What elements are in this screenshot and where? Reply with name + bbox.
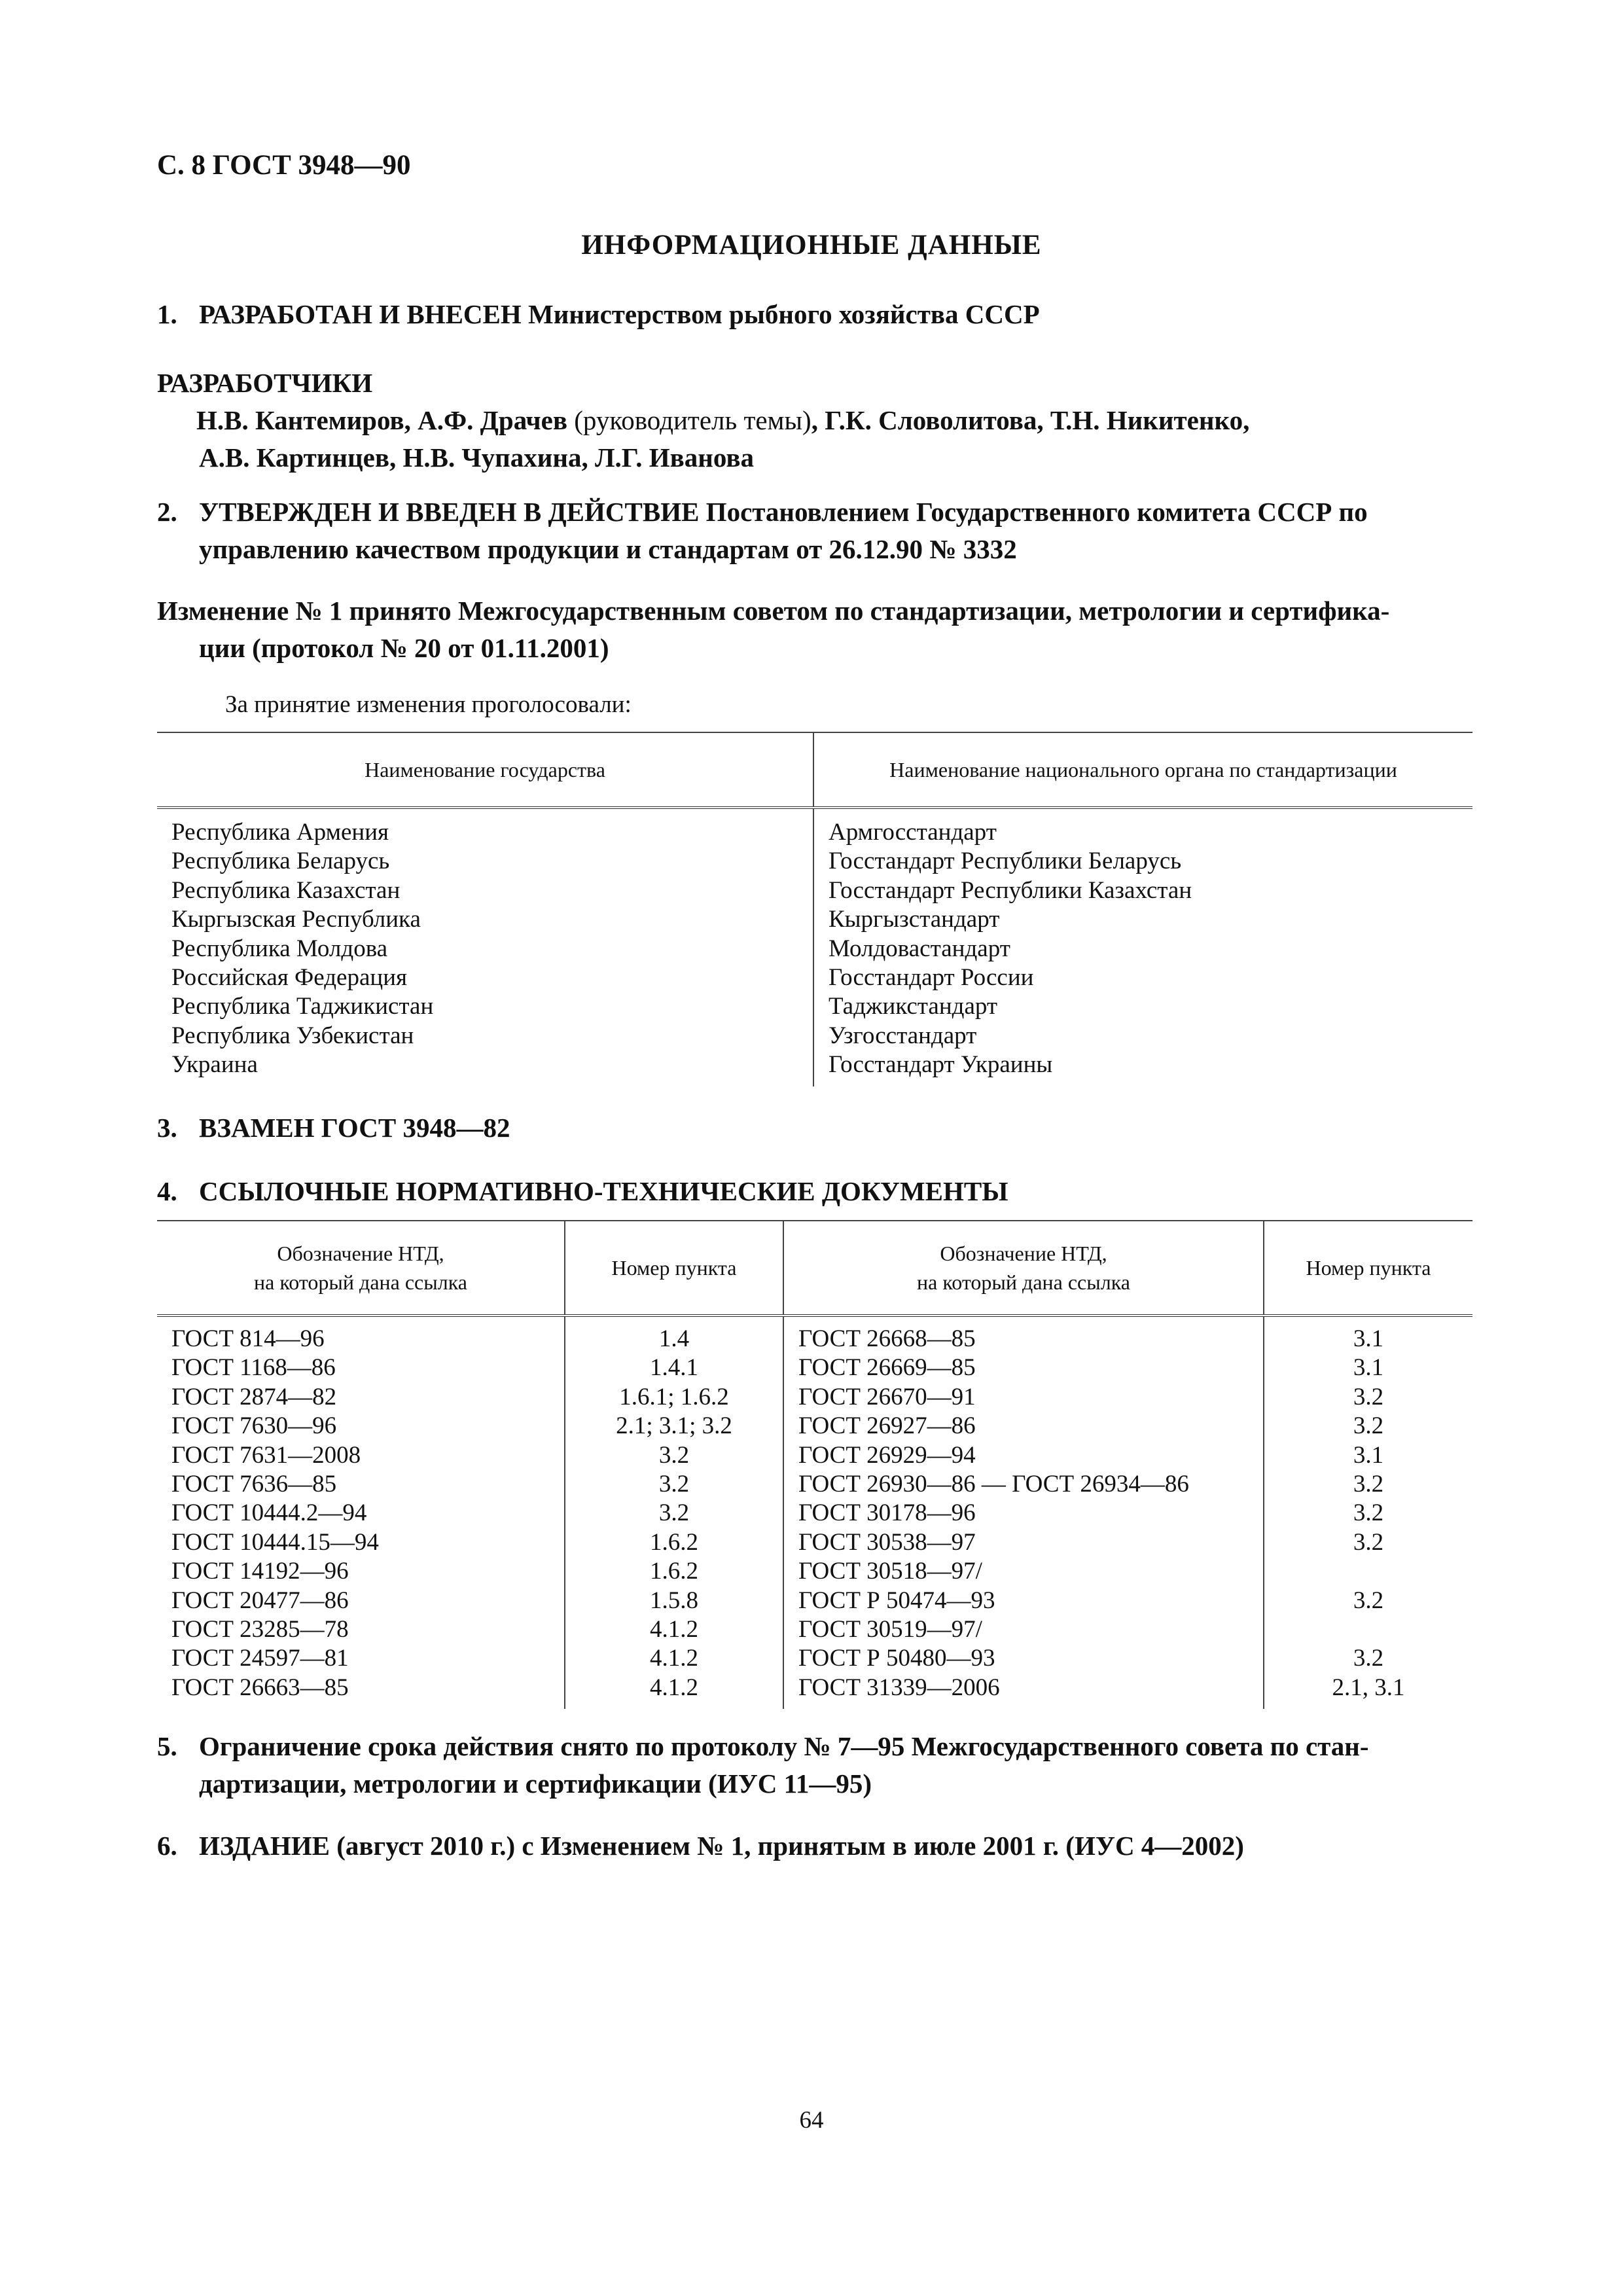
section-2 bbox=[157, 493, 1472, 568]
developers-block bbox=[157, 365, 1472, 476]
standards-body-name: Госстандарт Республики Беларусь bbox=[829, 848, 1182, 875]
ref-item: 3.2 bbox=[1353, 1528, 1384, 1556]
amendment-line-2: ции (протокол № 20 от 01.11.2001) bbox=[199, 633, 609, 663]
ref-item: 1.6.2 bbox=[650, 1528, 698, 1556]
ref-item: 2.1, 3.1 bbox=[1332, 1674, 1405, 1701]
section-1 bbox=[157, 296, 1472, 333]
state-name: Кыргызская Республика bbox=[171, 906, 421, 933]
ref-item: 3.2 bbox=[658, 1441, 690, 1469]
states-header-state: Наименование государства bbox=[157, 732, 813, 808]
developers-names-1: Н.В. Кантемиров, А.Ф. Драчев bbox=[196, 405, 568, 435]
ref-doc: ГОСТ 26668—85 bbox=[798, 1325, 976, 1352]
page-title: ИНФОРМАЦИОННЫЕ ДАННЫЕ bbox=[581, 230, 1042, 260]
state-name: Республика Армения bbox=[171, 819, 389, 846]
section-3 bbox=[157, 1109, 1472, 1147]
section-6-number: 6. bbox=[157, 1831, 177, 1861]
ref-item bbox=[1279, 1557, 1458, 1586]
voted-label: За принятие изменения проголосовали: bbox=[225, 691, 632, 718]
ref-doc: ГОСТ 2874—82 bbox=[171, 1383, 337, 1410]
ref-doc: ГОСТ Р 50480—93 bbox=[798, 1645, 995, 1672]
ref-item: 3.2 bbox=[1353, 1499, 1384, 1527]
ref-item bbox=[1279, 1615, 1458, 1644]
ref-item: 1.5.8 bbox=[650, 1587, 698, 1614]
ref-item: 3.2 bbox=[1353, 1383, 1384, 1410]
ref-doc: ГОСТ 26670—91 bbox=[798, 1383, 976, 1410]
ref-doc: ГОСТ 31339—2006 bbox=[798, 1674, 1000, 1701]
ref-item: 3.2 bbox=[658, 1499, 690, 1527]
section-2-line-2: управлению качеством продукции и стандартам от 26.12.90 № 3332 bbox=[199, 534, 1017, 564]
standards-body-name: Госстандарт Республики Казахстан bbox=[829, 876, 1192, 904]
state-name: Республика Казахстан bbox=[171, 876, 401, 904]
ref-item: 3.1 bbox=[1353, 1354, 1384, 1382]
ref-right-docs-column bbox=[783, 1316, 1264, 1709]
ref-doc: ГОСТ 26929—94 bbox=[798, 1441, 976, 1469]
section-3-text: ВЗАМЕН ГОСТ 3948—82 bbox=[199, 1113, 510, 1143]
page-header: С. 8 ГОСТ 3948—90 bbox=[157, 150, 411, 181]
ref-item: 4.1.2 bbox=[650, 1645, 698, 1672]
section-4-text: ССЫЛОЧНЫЕ НОРМАТИВНО-ТЕХНИЧЕСКИЕ ДОКУМЕНТЫ bbox=[199, 1176, 1008, 1206]
ref-doc: ГОСТ 26663—85 bbox=[171, 1674, 349, 1701]
ref-doc: ГОСТ Р 50474—93 bbox=[798, 1587, 995, 1614]
ref-doc: ГОСТ 30519—97/ bbox=[798, 1616, 982, 1643]
section-2-number: 2. bbox=[157, 497, 177, 527]
ref-doc: ГОСТ 20477—86 bbox=[171, 1587, 349, 1614]
ref-doc: ГОСТ 14192—96 bbox=[171, 1558, 349, 1585]
ref-header-doc-right: Обозначение НТД, на который дана ссылка bbox=[783, 1221, 1264, 1316]
ref-doc: ГОСТ 26669—85 bbox=[798, 1354, 976, 1382]
ref-left-docs-column bbox=[157, 1316, 565, 1709]
section-4-number: 4. bbox=[157, 1176, 177, 1206]
states-table bbox=[157, 732, 1472, 1086]
standards-body-name: Армгосстандарт bbox=[829, 819, 997, 846]
ref-doc: ГОСТ 10444.15—94 bbox=[171, 1528, 379, 1556]
standards-body-name: Госстандарт России bbox=[829, 964, 1034, 992]
state-name: Республика Таджикистан bbox=[171, 993, 434, 1020]
standards-body-name: Узгосстандарт bbox=[829, 1022, 977, 1049]
ref-item: 3.1 bbox=[1353, 1441, 1384, 1469]
state-name: Российская Федерация bbox=[171, 964, 408, 992]
ref-item: 3.2 bbox=[1353, 1412, 1384, 1440]
states-header-body: Наименование национального органа по стандартизации bbox=[813, 732, 1472, 808]
ref-doc: ГОСТ 23285—78 bbox=[171, 1616, 349, 1643]
ref-doc: ГОСТ 7631—2008 bbox=[171, 1441, 361, 1469]
page-number: 64 bbox=[799, 2107, 824, 2134]
state-name: Республика Узбекистан bbox=[171, 1022, 414, 1049]
section-5-line-2: дартизации, метрологии и сертификации (ИУС 11—95) bbox=[199, 1768, 872, 1799]
state-name: Украина bbox=[171, 1051, 258, 1079]
section-3-number: 3. bbox=[157, 1113, 177, 1143]
ref-doc: ГОСТ 7630—96 bbox=[171, 1412, 337, 1440]
ref-item: 1.4 bbox=[658, 1325, 690, 1352]
ref-item: 1.6.2 bbox=[650, 1558, 698, 1585]
section-1-text: Министерством рыбного хозяйства СССР bbox=[528, 299, 1040, 329]
ref-doc: ГОСТ 814—96 bbox=[171, 1325, 325, 1352]
ref-doc: ГОСТ 30538—97 bbox=[798, 1528, 976, 1556]
ref-item: 4.1.2 bbox=[650, 1674, 698, 1701]
ref-item: 1.4.1 bbox=[650, 1354, 698, 1382]
ref-doc: ГОСТ 26927—86 bbox=[798, 1412, 976, 1440]
reference-docs-table bbox=[157, 1220, 1472, 1709]
standards-body-name: Молдовастандарт bbox=[829, 935, 1010, 962]
ref-item: 3.2 bbox=[658, 1471, 690, 1498]
developers-line-2: А.В. Картинцев, Н.В. Чупахина, Л.Г. Иванова bbox=[199, 442, 754, 473]
standards-body-name: Госстандарт Украины bbox=[829, 1051, 1053, 1079]
ref-doc: ГОСТ 24597—81 bbox=[171, 1645, 349, 1672]
section-4 bbox=[157, 1173, 1472, 1210]
ref-item: 2.1; 3.1; 3.2 bbox=[616, 1412, 732, 1440]
developers-role: (руководитель темы) bbox=[574, 405, 812, 435]
ref-header-doc-left: Обозначение НТД, на который дана ссылка bbox=[157, 1221, 565, 1316]
ref-item: 4.1.2 bbox=[650, 1616, 698, 1643]
developers-line-1 bbox=[157, 402, 1472, 439]
section-1-number: 1. bbox=[157, 299, 177, 329]
developers-heading: РАЗРАБОТЧИКИ bbox=[157, 368, 373, 398]
ref-item: 3.2 bbox=[1353, 1471, 1384, 1498]
states-column bbox=[157, 808, 813, 1086]
section-6 bbox=[157, 1827, 1472, 1865]
standards-body-name: Кыргызстандарт bbox=[829, 906, 1000, 933]
bodies-column bbox=[813, 808, 1472, 1086]
section-1-lead: РАЗРАБОТАН И ВНЕСЕН bbox=[199, 299, 522, 329]
ref-header-item-right: Номер пункта bbox=[1264, 1221, 1472, 1316]
ref-item: 3.2 bbox=[1353, 1645, 1384, 1672]
ref-right-items-column bbox=[1264, 1316, 1472, 1709]
amendment bbox=[157, 592, 1472, 667]
ref-left-items-column bbox=[565, 1316, 783, 1709]
ref-header-item-left: Номер пункта bbox=[565, 1221, 783, 1316]
ref-item: 1.6.1; 1.6.2 bbox=[619, 1383, 729, 1410]
section-2-line-1: УТВЕРЖДЕН И ВВЕДЕН В ДЕЙСТВИЕ Постановлением Государственного комитета СССР по bbox=[199, 497, 1368, 527]
state-name: Республика Молдова bbox=[171, 935, 388, 962]
ref-doc: ГОСТ 1168—86 bbox=[171, 1354, 336, 1382]
standards-body-name: Таджикстандарт bbox=[829, 993, 998, 1020]
ref-item: 3.2 bbox=[1353, 1587, 1384, 1614]
ref-doc: ГОСТ 7636—85 bbox=[171, 1471, 337, 1498]
ref-doc: ГОСТ 26930—86 — ГОСТ 26934—86 bbox=[798, 1471, 1189, 1498]
ref-doc: ГОСТ 30518—97/ bbox=[798, 1558, 982, 1585]
developers-names-2: , Г.К. Словолитова, Т.Н. Никитенко, bbox=[811, 405, 1250, 435]
ref-doc: ГОСТ 30178—96 bbox=[798, 1499, 976, 1527]
ref-item: 3.1 bbox=[1353, 1325, 1384, 1352]
state-name: Республика Беларусь bbox=[171, 848, 390, 875]
section-6-text: ИЗДАНИЕ (август 2010 г.) с Изменением № 1, принятым в июле 2001 г. (ИУС 4—2002) bbox=[199, 1831, 1244, 1861]
ref-doc: ГОСТ 10444.2—94 bbox=[171, 1499, 367, 1527]
section-5 bbox=[157, 1728, 1472, 1803]
section-5-number: 5. bbox=[157, 1731, 177, 1761]
section-5-line-1: Ограничение срока действия снято по протоколу № 7—95 Межгосударственного совета по стан- bbox=[199, 1731, 1369, 1761]
amendment-line-1: Изменение № 1 принято Межгосударственным советом по стандартизации, метрологии и сертифика- bbox=[157, 596, 1390, 626]
